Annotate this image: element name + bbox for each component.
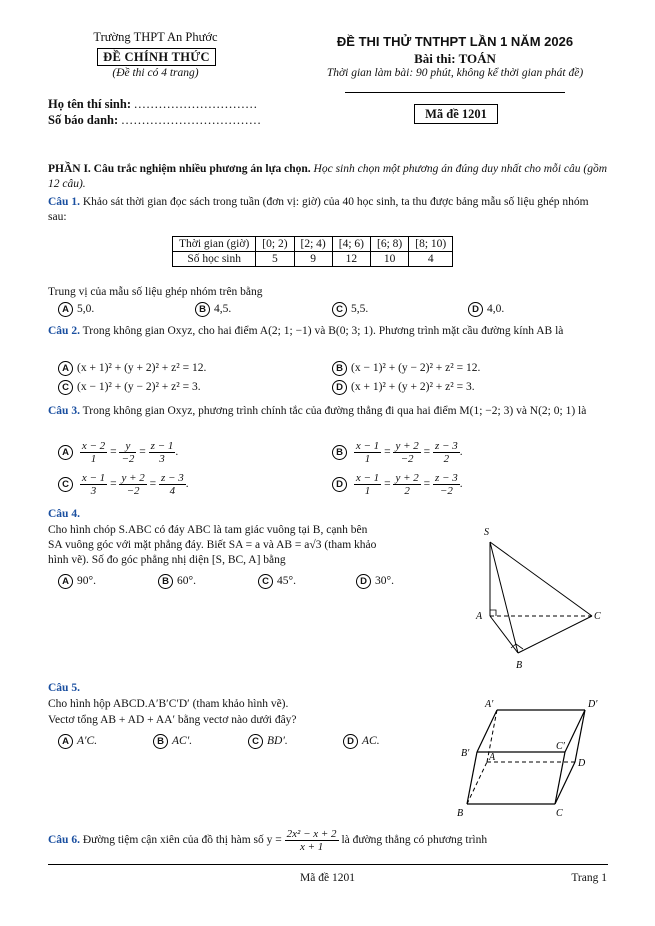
option-letter-c: C	[58, 380, 73, 395]
edge-a1b1	[477, 710, 497, 752]
vertex-c: C	[556, 808, 563, 819]
fraction	[149, 440, 176, 465]
option-text: AC′.	[172, 735, 193, 747]
student-name-dots: ..............................	[134, 97, 258, 111]
footer-page: Trang 1	[571, 872, 607, 884]
frac-den: −2	[126, 485, 140, 497]
option-text: 90°.	[77, 575, 96, 587]
vertex-s: S	[484, 527, 489, 538]
q4-option-c[interactable]	[258, 574, 296, 589]
table-header: [0; 2)	[256, 237, 294, 252]
q1-option-a[interactable]	[58, 302, 94, 317]
q1-text: Khảo sát thời gian đọc sách trong tuần (đơn vị: giờ) của 40 học sinh, ta thu được bảng mẫu số liệu ghép nhóm sau:	[48, 196, 589, 223]
option-text: BD′.	[267, 735, 288, 747]
q5-option-c[interactable]	[248, 734, 288, 749]
frac-num: x − 1	[355, 472, 380, 484]
fraction	[80, 440, 107, 465]
frac-num: y + 2	[395, 440, 419, 452]
edge-ba-hidden	[467, 762, 487, 804]
q5-option-b[interactable]	[153, 734, 192, 749]
exam-subject: Bài thi: TOÁN	[414, 51, 496, 66]
frac-den: 1	[90, 453, 97, 465]
q1-option-d[interactable]	[468, 302, 504, 317]
part1-heading	[48, 162, 610, 192]
option-letter-c: C	[248, 734, 263, 749]
student-name-label: Họ tên thí sinh:	[48, 97, 132, 111]
q1-label: Câu 1.	[48, 196, 80, 208]
q1-option-b[interactable]	[195, 302, 231, 317]
student-id-label: Số báo danh:	[48, 113, 119, 127]
edge-c1c	[555, 752, 565, 804]
frac-den: −2	[400, 453, 414, 465]
frac-den: 2	[443, 453, 450, 465]
option-text: (x − 1)² + (y − 2)² + z² = 12.	[351, 362, 481, 374]
option-text: (x + 1)² + (y + 2)² + z² = 3.	[351, 381, 475, 393]
vertex-c: C	[594, 611, 601, 622]
edge-b1b	[467, 752, 477, 804]
q1-option-c[interactable]	[332, 302, 368, 317]
fraction	[433, 472, 460, 497]
vertex-d: D	[578, 758, 586, 769]
edge-cd	[555, 762, 575, 804]
q4-option-d[interactable]	[356, 574, 394, 589]
option-letter-b: B	[153, 734, 168, 749]
student-id-dots: ..................................	[121, 113, 262, 127]
frac-num: z − 3	[435, 440, 458, 452]
pages-note: (Đề thi có 4 trang)	[112, 67, 199, 79]
option-text: 5,5.	[351, 303, 369, 315]
edge-sc	[490, 542, 592, 616]
vertex-c1: C′	[556, 741, 565, 752]
q4-line2: SA vuông góc với mặt phẳng đáy. Biết SA = a và AB = a√3 (tham khảo	[48, 539, 377, 551]
fraction	[119, 440, 136, 465]
table-row-label: Số học sinh	[173, 252, 256, 267]
option-letter-b: B	[195, 302, 210, 317]
table-header: Thời gian (giờ)	[173, 237, 256, 252]
q4-label: Câu 4.	[48, 508, 80, 520]
frac-num: x − 2	[81, 440, 106, 452]
frac-den: 3	[90, 485, 97, 497]
fraction	[393, 440, 420, 465]
q4-line3: hình vẽ). Số đo góc phẳng nhị diện [S, BC, A] bằng	[48, 554, 286, 566]
right-angle-a	[490, 610, 496, 616]
q4-option-a[interactable]	[58, 574, 96, 589]
vertex-b: B	[457, 808, 464, 819]
edge-d1d	[575, 710, 585, 762]
option-letter-d: D	[343, 734, 358, 749]
student-id-line	[48, 113, 262, 128]
frac-num: z − 1	[150, 440, 174, 452]
part1-title: PHẦN I. Câu trắc nghiệm nhiều phương án lựa chọn.	[48, 163, 311, 175]
frac-den: −2	[439, 485, 453, 497]
option-letter-a: A	[58, 574, 73, 589]
frac-num: 2x² − x + 2	[286, 828, 337, 840]
table-cell: 4	[409, 252, 453, 267]
q5-parallelepiped-figure	[455, 694, 605, 824]
frac-num: y + 2	[395, 472, 419, 484]
table-row	[173, 237, 453, 252]
option-text: (x + 1)² + (y + 2)² + z² = 12.	[77, 362, 207, 374]
q4-pyramid-figure	[470, 520, 610, 680]
time-note: Thời gian làm bài: 90 phút, không kể thời gian phát đề)	[326, 67, 584, 79]
vertex-a: A	[476, 611, 483, 622]
table-cell: 10	[371, 252, 409, 267]
frac-den: −2	[121, 453, 135, 465]
frac-den: 3	[159, 453, 165, 465]
option-letter-a: A	[58, 361, 73, 376]
fraction	[354, 472, 381, 497]
q6-text-before: Đường tiệm cận xiên của đồ thị hàm số y =	[82, 834, 282, 847]
frac-num: z − 3	[435, 472, 458, 484]
frac-den: 4	[169, 485, 176, 497]
option-letter-b: B	[332, 361, 347, 376]
option-letter-b: B	[332, 445, 347, 460]
q3-option-d[interactable]: D $\frac{x - 1}{1}$ = $\frac{y + 2}{2}$ = $\frac{z - 3}{-2}$ .	[332, 472, 463, 497]
option-text: 4,5.	[214, 303, 232, 315]
vertex-d1: D′	[588, 699, 598, 710]
q6-label: Câu 6.	[48, 834, 80, 847]
frac-num: y + 2	[121, 472, 145, 484]
option-text: 60°.	[177, 575, 196, 587]
frac-den: 1	[364, 453, 371, 465]
q2-label: Câu 2.	[48, 325, 80, 337]
q6-fraction	[285, 828, 339, 853]
table-cell: 12	[332, 252, 370, 267]
q2-text-block	[48, 324, 610, 339]
vertex-b: B	[516, 660, 523, 671]
q2-option-a[interactable]	[58, 361, 206, 376]
q5-line2: Vectơ tổng AB + AD + AA′ bằng vectơ nào dưới đây?	[48, 714, 297, 726]
option-text: (x − 1)² + (y − 2)² + z² = 3.	[77, 381, 201, 393]
q4-option-b[interactable]	[158, 574, 196, 589]
q3-text-block	[48, 404, 610, 419]
fraction	[433, 440, 460, 465]
fraction	[80, 472, 107, 497]
q6-text-after: là đường thẳng có phương trình	[341, 834, 488, 847]
option-letter-d: D	[468, 302, 483, 317]
footer-divider	[48, 864, 608, 865]
fraction	[393, 472, 420, 497]
student-name-line	[48, 97, 258, 112]
q5-option-d[interactable]	[343, 734, 380, 749]
q3-option-b[interactable]: B $\frac{x - 1}{1}$ = $\frac{y + 2}{-2}$ = $\frac{z - 3}{2}$ .	[332, 440, 463, 465]
table-cell: 9	[294, 252, 332, 267]
vertex-b1: B′	[461, 748, 470, 759]
q6-text-block	[48, 828, 610, 853]
table-row	[173, 252, 453, 267]
frac-num: z − 3	[161, 472, 184, 484]
frac-num: x − 1	[355, 440, 380, 452]
option-letter-d: D	[332, 477, 347, 492]
q3-text: Trong không gian Oxyz, phương trình chính tắc của đường thẳng đi qua hai điểm M(1; −2; 3) và N(2; 0; 1) là	[82, 405, 587, 417]
option-letter-c: C	[58, 477, 73, 492]
option-letter-d: D	[332, 380, 347, 395]
q1-text-block	[48, 195, 610, 225]
official-label: ĐỀ CHÍNH THỨC	[97, 48, 216, 66]
option-text: 4,0.	[487, 303, 505, 315]
q3-label: Câu 3.	[48, 405, 80, 417]
q2-option-c[interactable]	[58, 380, 201, 395]
q1-frequency-table	[172, 236, 453, 267]
q2-text: Trong không gian Oxyz, cho hai điểm A(2; 1; −1) và B(0; 3; 1). Phương trình mặt cầu đường kính AB là	[82, 325, 564, 337]
frac-den: x + 1	[299, 841, 324, 853]
table-header: [2; 4)	[294, 237, 332, 252]
q3-option-c[interactable]: C $\frac{x - 1}{3}$ = $\frac{y + 2}{-2}$ = $\frac{z - 3}{4}$ .	[58, 472, 189, 497]
option-letter-d: D	[356, 574, 371, 589]
q5-line1: Cho hình hộp ABCD.A′B′C′D′ (tham khảo hình vẽ).	[48, 698, 289, 710]
option-text: 30°.	[375, 575, 394, 587]
exam-code-box: Mã đề 1201	[414, 104, 498, 124]
option-letter-b: B	[158, 574, 173, 589]
fraction	[159, 472, 186, 497]
exam-title: ĐỀ THI THỬ TNTHPT LẦN 1 NĂM 2026	[336, 34, 574, 49]
frac-num: x − 1	[81, 472, 106, 484]
option-letter-a: A	[58, 734, 73, 749]
q2-option-b[interactable]	[332, 361, 480, 376]
part1-instruction: Học sinh chọn một phương án đúng duy nhất cho mỗi câu (gồm 12 câu).	[48, 163, 608, 190]
table-header: [6; 8)	[371, 237, 409, 252]
fraction	[119, 472, 146, 497]
option-text: A′C.	[77, 735, 98, 747]
option-text: 5,0.	[77, 303, 95, 315]
q4-line1: Cho hình chóp S.ABC có đáy ABC là tam giác vuông tại B, cạnh bên	[48, 524, 368, 536]
frac-den: 1	[364, 485, 371, 497]
table-header: [4; 6)	[332, 237, 370, 252]
option-text: 45°.	[277, 575, 296, 587]
edge-d1c1	[565, 710, 585, 752]
frac-den: 2	[404, 485, 410, 497]
frac-num: y	[119, 440, 136, 453]
table-cell: 5	[256, 252, 294, 267]
q3-option-a[interactable]: A $\frac{x - 2}{1}$ = $\frac{y}{-2}$ = $\frac{z - 1}{3}$ .	[58, 440, 178, 465]
option-letter-a: A	[58, 445, 73, 460]
header-divider	[345, 92, 565, 93]
q1-question: Trung vị của mẫu số liệu ghép nhóm trên bằng	[48, 286, 263, 298]
option-text: AC.	[362, 735, 380, 747]
q5-option-a[interactable]	[58, 734, 97, 749]
table-header: [8; 10)	[409, 237, 453, 252]
option-letter-c: C	[332, 302, 347, 317]
vertex-a: A	[489, 752, 496, 763]
school-name: Trường THPT An Phước	[93, 30, 218, 44]
fraction	[354, 440, 381, 465]
footer-code: Mã đề 1201	[300, 872, 355, 884]
edge-bc	[518, 616, 592, 653]
q5-label: Câu 5.	[48, 682, 80, 694]
option-letter-a: A	[58, 302, 73, 317]
option-letter-c: C	[258, 574, 273, 589]
q2-option-d[interactable]	[332, 380, 475, 395]
vertex-a1: A′	[485, 699, 494, 710]
